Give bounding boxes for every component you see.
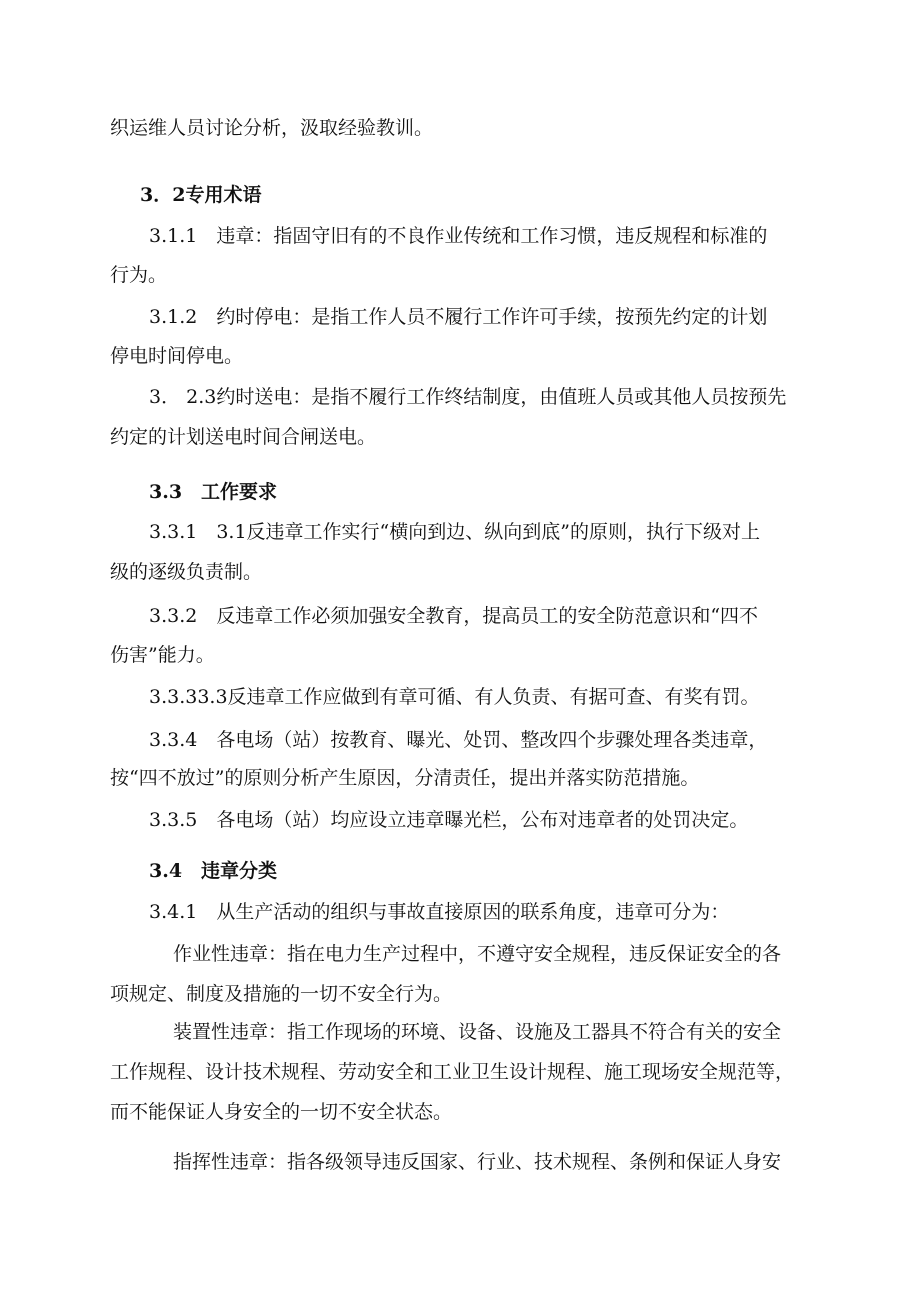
operational-violation-line-2: 项规定、制度及措施的一切不安全行为。 [110, 983, 453, 1005]
equipment-violation-line-3: 而不能保证人身安全的一切不安全状态。 [110, 1101, 453, 1123]
clause-3-1-1-line-2: 行为。 [110, 264, 168, 286]
clause-3-3-4-line-2: 按“四不放过”的原则分析产生原因，分清责任，提出并落实防范措施。 [110, 767, 700, 789]
section-heading-3-2: 3．2专用术语 [140, 184, 262, 206]
section-heading-3-4: 3.4 违章分类 [149, 860, 278, 882]
clause-3-3-5-line: 3.3.5 各电场（站）均应设立违章曝光栏，公布对违章者的处罚决定。 [149, 809, 749, 831]
clause-3-1-1-line-1: 3.1.1 违章：指固守旧有的不良作业传统和工作习惯，违反规程和标准的 [149, 225, 768, 247]
section-heading-3-3: 3.3 工作要求 [149, 481, 278, 503]
operational-violation-line-1: 作业性违章：指在电力生产过程中，不遵守安全规程，违反保证安全的各 [173, 943, 782, 965]
command-violation-line-1: 指挥性违章：指各级领导违反国家、行业、技术规程、条例和保证人身安 [173, 1151, 782, 1173]
clause-3-3-3-line: 3.3.33.3反违章工作应做到有章可循、有人负责、有据可查、有奖有罚。 [149, 686, 760, 708]
equipment-violation-line-1: 装置性违章：指工作现场的环境、设备、设施及工器具不符合有关的安全 [173, 1021, 782, 1043]
clause-3-3-2-line-2: 伤害”能力。 [110, 644, 215, 666]
clause-3-4-1-line: 3.4.1 从生产活动的组织与事故直接原因的联系角度，违章可分为： [149, 901, 730, 923]
equipment-violation-line-2: 工作规程、设计技术规程、劳动安全和工业卫生设计规程、施工现场安全规范等， [110, 1061, 795, 1083]
clause-3-3-1-line-1: 3.3.1 3.1反违章工作实行“横向到边、纵向到底”的原则，执行下级对上 [149, 521, 760, 543]
paragraph-continuation-line: 织运维人员讨论分析，汲取经验教训。 [110, 117, 434, 139]
clause-3-1-2-line-1: 3.1.2 约时停电：是指工作人员不履行工作许可手续，按预先约定的计划 [149, 306, 768, 328]
clause-3-2-3-line-1: 3． 2.3约时送电：是指不履行工作终结制度，由值班人员或其他人员按预先 [149, 386, 787, 408]
clause-3-1-2-line-2: 停电时间停电。 [110, 345, 244, 367]
clause-3-3-1-line-2: 级的逐级负责制。 [110, 561, 263, 583]
clause-3-2-3-line-2: 约定的计划送电时间合闸送电。 [110, 426, 377, 448]
clause-3-3-2-line-1: 3.3.2 反违章工作必须加强安全教育，提高员工的安全防范意识和“四不 [149, 605, 759, 627]
clause-3-3-4-line-1: 3.3.4 各电场（站）按教育、曝光、处罚、整改四个步骤处理各类违章， [149, 729, 768, 751]
